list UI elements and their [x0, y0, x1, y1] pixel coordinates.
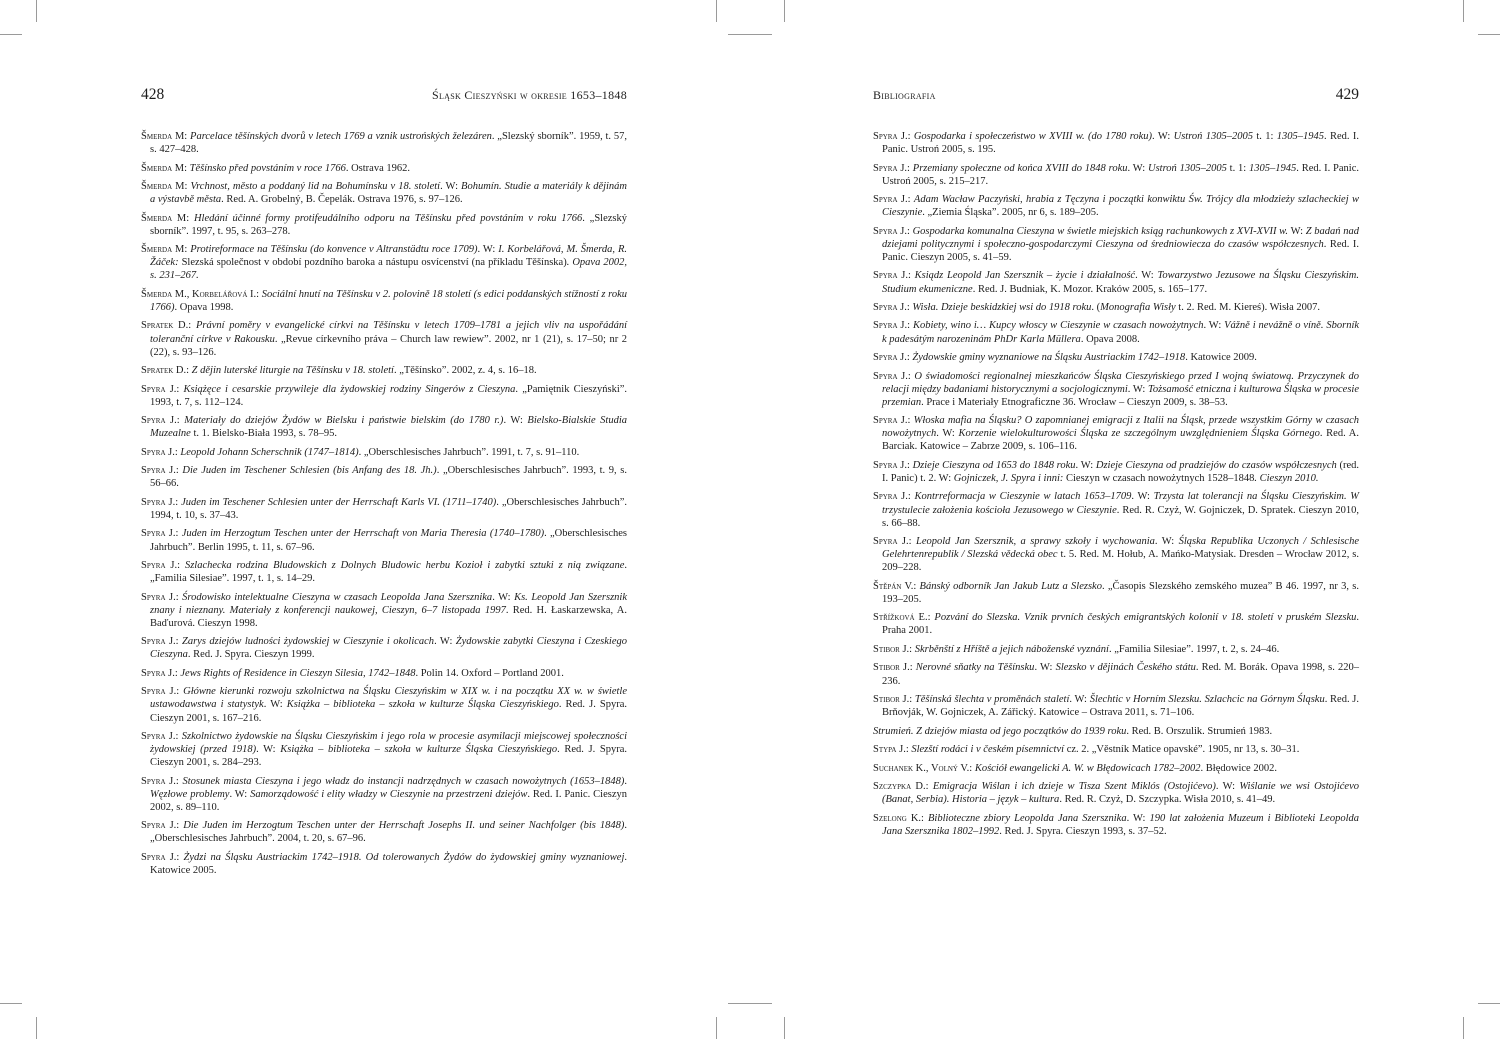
page-number: 428	[141, 86, 165, 103]
entry-title: Adam Wacław Paczyński, hrabia z Tęczyna i początki konwiktu Św. Trójcy dla młodzieży szlacheckiej w Cieszynie	[882, 194, 1359, 219]
entry-details: . Red. J. Spyra. Cieszyn 2001, s. 284–293.	[150, 744, 627, 769]
entry-details: . Opava 1998.	[174, 301, 234, 313]
entry-author: Spyra J.:	[873, 415, 914, 427]
entry-title: Skrběnští z Hříště a jejich náboženské vyznání	[914, 643, 1109, 655]
bibliography-entry	[141, 851, 627, 877]
entry-author: Spyra J.:	[141, 667, 181, 679]
entry-details: . W:	[1126, 812, 1150, 824]
entry-author: Spyra J.:	[873, 370, 915, 382]
crop-mark	[728, 1003, 772, 1004]
entry-details: . Red. I. Panic. Ustroń 2005, s. 215–217.	[882, 162, 1359, 187]
bibliography-entry	[873, 535, 1359, 574]
entry-details: . W:	[1075, 459, 1096, 471]
entry-title: Szlachecka rodzina Bludowskich z Dolnych Bludowic herbu Kozioł i zabytki sztuki z nią związane	[184, 560, 625, 571]
entry-details: . Opava 2008.	[1080, 333, 1140, 345]
bibliography-entry	[873, 370, 1359, 409]
bibliography-entry	[141, 212, 627, 238]
entry-details: . W:	[1203, 320, 1225, 332]
bibliography-entry	[141, 559, 627, 585]
entry-details: . Red. J. Budniak, K. Mozor. Kraków 2005, s. 165–177.	[972, 283, 1208, 295]
entry-author: Spyra J.:	[141, 820, 184, 832]
bibliography-entry	[141, 667, 627, 680]
entry-details: . Katowice 2009.	[1185, 352, 1257, 364]
entry-details: . W:	[1069, 694, 1090, 706]
entry-details: . Red. I. Panic. Cieszyn 2002, s. 89–110.	[150, 788, 627, 813]
entry-details: . W:	[1154, 536, 1179, 548]
entry-title: I. Korbelářová, M. Šmerda, R. Žáček:	[150, 244, 628, 269]
entry-details: . Prace i Materiały Etnograficzne 36. Wrocław – Cieszyn 2009, s. 38–53.	[921, 396, 1228, 408]
entry-title: Juden im Teschener Schlesien unter der Herrschaft Karls VI. (1711–1740)	[181, 496, 497, 508]
entry-title: Jews Rights of Residence in Cieszyn Silesia, 1742–1848	[180, 667, 416, 679]
crop-mark	[1463, 1017, 1464, 1039]
bibliography-entry	[141, 319, 627, 358]
entry-title: Biblioteczne zbiory Leopolda Jana Szersznika	[927, 812, 1127, 824]
entry-title: Tożsamość etniczna i kulturowa Śląska w procesie przemian	[882, 383, 1360, 408]
entry-author: Spyra J.:	[873, 270, 915, 282]
entry-title: Hledání účinné formy protifeudálního odporu na Těšínsku před povstáním v roku 1766	[193, 212, 583, 224]
bibliography-entry	[873, 130, 1359, 156]
crop-mark	[728, 34, 772, 35]
bibliography-entry	[141, 819, 627, 845]
entry-details: . Ostrava 1962.	[345, 162, 410, 174]
entry-title: Nerovné sňatky na Těšínsku	[915, 662, 1035, 674]
entry-title: Parcelace těšínských dvorů v letech 1769 a vznik ustrońských železáren	[190, 131, 492, 142]
crop-mark	[1478, 1003, 1500, 1004]
entry-details: . W:	[503, 415, 528, 427]
bibliography-entry	[873, 269, 1359, 295]
entry-author: Spyra J.:	[873, 162, 913, 174]
bibliography-entry	[873, 693, 1359, 719]
entry-title: Die Juden im Teschener Schlesien (bis Anfang des 18. Jh.)	[182, 465, 437, 477]
entry-details: . Red. A. Grobelný, B. Čepelák. Ostrava 1976, s. 97–126.	[221, 194, 463, 206]
entry-title: Włoska mafia na Śląsku? O zapomnianej emigracji z Italii na Śląsk, przede wszystkim Górny w czasach nowożytnych	[882, 415, 1359, 440]
entry-author: Šmerda M., Korbelářová I.:	[141, 288, 262, 300]
bibliography-entry	[873, 319, 1359, 345]
entry-details: W:	[1288, 225, 1306, 237]
entry-author: Spyra J.:	[873, 459, 913, 471]
bibliography-entry	[873, 762, 1359, 775]
entry-author: Spyra J.:	[141, 591, 183, 603]
entry-details: t. 1. Bielsko-Biała 1993, s. 78–95.	[190, 428, 337, 440]
bibliography-entry	[141, 464, 627, 490]
entry-author: Szczypka D.:	[873, 781, 933, 793]
crop-mark	[1478, 34, 1500, 35]
entry-author: Spyra J.:	[873, 536, 916, 548]
crop-mark	[716, 1017, 717, 1039]
entry-details: . „Familia Silesiae”. 1997, t. 1, s. 14–29.	[150, 560, 628, 585]
entry-title: Trzysta lat tolerancji na Śląsku Cieszyńskim. W trzystulecie założenia kościoła Jezusowego w Cieszynie	[882, 491, 1360, 516]
entry-title: Strumień. Z dziejów miasta od jego początków do 1939 roku	[873, 725, 1127, 737]
bibliography-entry	[873, 725, 1359, 738]
crop-mark	[0, 1003, 22, 1004]
entry-title: Zarys dziejów ludności żydowskiej w Cieszynie i okolicach	[182, 636, 435, 648]
entry-title: Těšínsko před povstáním v roce 1766	[189, 162, 346, 174]
entry-details: . Katowice 2005.	[150, 851, 627, 876]
entry-details: . Red. A. Barciak. Katowice – Zabrze 2009, s. 106–116.	[882, 428, 1359, 453]
entry-author: Spyra J.:	[873, 320, 913, 332]
entry-title: . Cieszyn 2010.	[1254, 472, 1319, 484]
entry-title: Právní poměry v evangelické církvi na Těšínsku v letech 1709–1781 a jejich vliv na uspořádání toleranční církve v Rakousku	[150, 320, 627, 345]
bibliography-entry	[141, 364, 627, 377]
entry-author: Spyra J.:	[141, 560, 185, 571]
entry-title: Kościół ewangelicki A. W. w Błędowicach 1782–2002	[974, 762, 1201, 774]
entry-author: Spyra J.:	[141, 446, 181, 458]
entry-title: Vrchnost, město a poddaný lid na Bohumínsku v 18. století	[190, 181, 441, 193]
entry-title: Ustroń 1305–2005	[1173, 131, 1254, 142]
bibliography-entry	[873, 643, 1359, 656]
entry-details: . W:	[1152, 131, 1174, 142]
entry-author: Spyra J.:	[141, 686, 184, 698]
crop-mark	[784, 1017, 785, 1039]
entry-author: Spyra J.:	[873, 194, 914, 206]
entry-details: . Red. R. Czyż, D. Szczypka. Wisła 2010, s. 41–49.	[1059, 794, 1276, 806]
entry-details: Slezská společnost v období pozdního baroka a nástupu osvícenství (na příkladu Těšínska)	[181, 257, 567, 269]
entry-title: . Opava 2002, s. 231–267.	[150, 257, 627, 282]
bibliography-entry	[141, 730, 627, 769]
bibliography-entry	[873, 812, 1359, 838]
entry-title: Szkolnictwo żydowskie na Śląsku Cieszyńskim i jego rola w procesie asymilacji miejscowej społeczności żydowskiej (przed 1918)	[150, 730, 627, 756]
entry-title: Monografia Wisły	[1100, 301, 1176, 313]
entry-title: Emigracja Wiślan i ich dzieje w Tisza Szent Miklós (Ostojićevo)	[932, 781, 1216, 793]
crop-mark	[0, 34, 22, 35]
entry-title: Dzieje Cieszyna od 1653 do 1848 roku	[912, 459, 1076, 471]
entry-details: . Red. I. Panic. Cieszyn 2005, s. 41–59.	[882, 238, 1359, 263]
entry-title: Gospodarka i społeczeństwo w XVIII w. (do 1780 roku)	[913, 131, 1153, 142]
entry-title: Bielsko-Bialskie Studia Muzealne	[150, 415, 628, 440]
entry-title: Kontrreformacja w Cieszynie w latach 1653–1709	[914, 491, 1132, 503]
entry-title: Z dějin luterské liturgie na Těšínsku v 18. století	[191, 365, 394, 377]
bibliography-entry	[873, 301, 1359, 314]
bibliography-entry	[141, 635, 627, 661]
crop-mark	[1463, 0, 1464, 22]
entry-details: . „Oberschlesisches Jahrbuch”. 1993, t. 9, s. 56–66.	[150, 465, 627, 490]
entry-author: Spyra J.:	[141, 415, 185, 427]
entry-title: Ustroń 1305–2005	[1148, 162, 1227, 174]
entry-details: . Red. B. Orszulik. Strumień 1983.	[1126, 725, 1273, 737]
entry-details: . W:	[440, 181, 462, 193]
bibliography-entry	[141, 685, 627, 724]
entry-author: Spratek D.:	[141, 320, 196, 332]
entry-title: Slezsko v dějinách Českého státu	[1055, 662, 1196, 674]
entry-author: Stypa J.:	[873, 744, 912, 756]
right-page	[873, 86, 1359, 843]
crop-mark	[784, 0, 785, 22]
entry-title: Leopold Jan Szersznik, a sprawy szkoły i wychowania	[915, 536, 1155, 548]
entry-author: Šmerda M:	[141, 162, 190, 174]
entry-author: Spyra J.:	[873, 352, 913, 364]
entry-title: Pozvání do Slezska. Vznik prvních českých emigrantských kolonií v 18. století v pruském Slezsku	[934, 612, 1357, 624]
entry-details: . Red. I. Panic. Ustroń 2005, s. 195.	[882, 131, 1359, 156]
entry-title: Żydowskie zabytki Cieszyna i Czeskiego Cieszyna	[150, 636, 627, 661]
entry-details: t. 5. Red. M. Hołub, A. Mańko-Matysiak. Dresden – Wrocław 2012, s. 209–228.	[882, 549, 1359, 574]
entry-author: Spyra J.:	[141, 465, 183, 477]
entry-author: Šmerda M:	[141, 212, 194, 224]
entry-details: . Red. J. Spyra. Cieszyn 1993, s. 37–52.	[999, 825, 1167, 837]
bibliography-entry	[141, 130, 627, 156]
bibliography-entry	[873, 351, 1359, 364]
entry-details: . „Familia Silesiae”. 1997, t. 2, s. 24–46.	[1108, 643, 1280, 655]
running-title: Śląsk Cieszyński w okresie 1653–1848	[431, 88, 627, 102]
page-number: 429	[1335, 86, 1359, 103]
entry-title: Šlechtic v Horním Slezsku. Szlachcic na Górnym Śląsku	[1089, 694, 1325, 706]
entry-details: (red. I. Panic) t. 2. W:	[882, 459, 1360, 484]
bibliography-entry	[873, 414, 1359, 453]
entry-author: Stibor J.:	[873, 694, 915, 706]
entry-details: .	[624, 775, 628, 787]
entry-author: Stibor J.:	[873, 662, 916, 674]
entry-details: . W:	[1127, 162, 1148, 174]
bibliography-entry	[141, 162, 627, 175]
entry-details: . „Oberschlesisches Jahrbuch”. 1994, t. 10, s. 37–43.	[150, 496, 627, 521]
entry-details: . W:	[1127, 383, 1149, 395]
entry-details: . „Časopis Slezského zemského muzea” B 46. 1997, nr 3, s. 193–205.	[882, 580, 1359, 605]
running-head	[141, 86, 627, 106]
entry-details: . „Slezský sborník”. 1997, t. 95, s. 263–278.	[150, 212, 627, 237]
bibliography-entry	[141, 591, 627, 630]
crop-mark	[716, 0, 717, 22]
entry-title: Książka – biblioteka – szkoła w kulturze Śląska Cieszyńskiego	[286, 699, 559, 711]
entry-title: Gospodarka komunalna Cieszyna w świetle miejskich ksiąg rachunkowych z XVI-XVII w.	[912, 225, 1289, 237]
entry-details: . W:	[256, 744, 281, 756]
entry-title: Książęce i cesarskie przywileje dla żydowskiej rodziny Singerów z Cieszyna	[183, 383, 516, 395]
entry-title: Przemiany społeczne od końca XVIII do 1848 roku	[912, 162, 1128, 174]
entry-title: Bánský odborník Jan Jakub Lutz a Slezsko	[919, 580, 1102, 592]
entry-details: . W:	[1131, 491, 1154, 503]
entry-title: Korzenie wielokulturowości Śląska ze szczególnym uwzględnieniem Śląska Górnego	[958, 428, 1320, 440]
bibliography-entry	[873, 225, 1359, 264]
entry-author: Spyra J.:	[873, 225, 913, 237]
entry-author: Spyra J.:	[873, 301, 913, 313]
entry-title: Wisła. Dzieje beskidzkiej wsi do 1918 roku	[912, 301, 1092, 313]
entry-title: Leopold Johann Scherschnik (1747–1814)	[180, 446, 359, 458]
entry-title: Slezští rodáci i v českém písemnictví	[911, 744, 1065, 756]
bibliography-entry	[873, 580, 1359, 606]
entry-details: . W:	[1034, 662, 1056, 674]
entry-details: . „Revue církevního práva – Church law rewiew”. 2002, nr 1 (21), s. 17–50; nr 2 (22), s. 93–126.	[150, 333, 627, 358]
bibliography-entry	[873, 611, 1359, 637]
entry-title: Żydzi na Śląsku Austriackim 1742–1918. Od tolerowanych Żydów do żydowskiej gminy wyznaniowej	[183, 851, 625, 863]
bibliography-entry	[141, 446, 627, 459]
entry-title: Z badań nad dziejami politycznymi i społeczno-gospodarczymi Cieszyna od średniowiecza do czasów współczesnych	[882, 225, 1360, 250]
entry-title: O świadomości regionalnej mieszkańców Śląska Cieszyńskiego przed I wojną światową. Przyczynek do relacji między badaniami historycznymi a socjologicznymi	[882, 370, 1359, 395]
entry-author: Spyra J.:	[141, 730, 182, 742]
bibliography-entry	[873, 193, 1359, 219]
bibliography-entry	[141, 180, 627, 206]
entry-title: 1305–1945	[1249, 162, 1297, 174]
entry-details: . „Ziemia Śląska”. 2005, nr 6, s. 189–205.	[922, 207, 1099, 219]
bibliography-list	[141, 130, 627, 877]
entry-details: . „Oberschlesisches Jahrbuch”. Berlin 1995, t. 11, s. 67–96.	[150, 528, 627, 553]
entry-author: Spyra J.:	[141, 383, 184, 395]
entry-details: . Red. M. Borák. Opava 1998, s. 220–236.	[882, 662, 1360, 687]
entry-details: t. 1:	[1253, 131, 1277, 142]
entry-details: . „Těšínsko”. 2002, z. 4, s. 16–18.	[393, 365, 537, 377]
running-title: Bibliografia	[873, 88, 936, 102]
entry-details: . Red. J. Spyra. Cieszyn 1999.	[187, 649, 315, 661]
entry-details: . Red. J. Brňovják, W. Gojniczek, A. Zářický. Katowice – Ostrava 2011, s. 71–106.	[882, 694, 1360, 719]
entry-author: Szelong K.:	[873, 812, 928, 824]
bibliography-list	[873, 130, 1359, 838]
entry-details: . Błędowice 2002.	[1200, 762, 1277, 774]
entry-author: Spratek D.:	[141, 365, 192, 377]
entry-author: Spyra J.:	[141, 528, 182, 540]
entry-details: . W:	[263, 699, 287, 711]
entry-details: . (	[1091, 301, 1101, 313]
entry-author: Šmerda M:	[141, 131, 191, 142]
entry-details: . W:	[1215, 781, 1240, 793]
entry-title: Bohumín. Studie a materiály k dějinám a výstavbě města	[150, 181, 628, 206]
entry-details: . „Oberschlesisches Jahrbuch”. 2004, t. 20, s. 67–96.	[150, 820, 627, 845]
entry-author: Spyra J.:	[141, 851, 184, 863]
entry-author: Spyra J.:	[141, 636, 182, 648]
entry-title: Sociální hnutí na Těšínsku v 2. polovině 18 století (s edici poddanských stížností z roku 1766)	[150, 288, 627, 313]
bibliography-entry	[141, 243, 627, 282]
bibliography-entry	[873, 780, 1359, 806]
entry-title: 1305–1945	[1276, 131, 1325, 142]
entry-details: . „Slezský sborník”. 1959, t. 57, s. 427–428.	[150, 131, 628, 156]
entry-details: . W:	[936, 428, 959, 440]
entry-title: Główne kierunki rozwoju szkolnictwa na Śląsku Cieszyńskim w XIX w. i na początku XX w. w świetle ustawodawstwa i statystyk	[150, 686, 628, 711]
entry-author: Spyra J.:	[141, 496, 182, 508]
entry-details: . Polin 14. Oxford – Portland 2001.	[415, 667, 564, 679]
entry-details: . Praha 2001.	[882, 612, 1359, 637]
bibliography-entry	[873, 661, 1359, 687]
bibliography-entry	[141, 288, 627, 314]
entry-title: Środowisko intelektualne Cieszyna w czasach Leopolda Jana Szersznika	[182, 591, 493, 603]
bibliography-entry	[141, 527, 627, 553]
entry-details: t. 1:	[1226, 162, 1250, 174]
entry-title: Kobiety, wino i… Kupcy włoscy w Cieszynie w czasach nowożytnych	[912, 320, 1204, 332]
bibliography-entry	[141, 496, 627, 522]
crop-mark	[36, 1017, 37, 1039]
bibliography-entry	[873, 459, 1359, 485]
entry-details: cz. 2. „Věstník Matice opavské”. 1905, nr 13, s. 30–31.	[1064, 744, 1300, 756]
entry-details: . W:	[229, 788, 251, 800]
bibliography-entry	[141, 414, 627, 440]
entry-author: Spyra J.:	[873, 131, 914, 142]
entry-details: . „Oberschlesisches Jahrbuch”. 1991, t. 7, s. 91–110.	[358, 446, 580, 458]
entry-author: Střížková E.:	[873, 612, 935, 624]
entry-details: Cieszyn w czasach nowożytnych 1528–1848	[1066, 472, 1255, 484]
bibliography-entry	[873, 490, 1359, 529]
entry-author: Spyra J.:	[141, 775, 183, 787]
entry-details: . W:	[492, 591, 515, 603]
entry-title: Gojniczek, J. Spyra i inni:	[953, 472, 1067, 484]
entry-title: Materiały do dziejów Żydów w Bielsku i państwie bielskim (do 1780 r.)	[184, 415, 504, 427]
entry-details: . Red. J. Spyra. Cieszyn 2001, s. 167–216.	[150, 699, 627, 724]
running-head	[873, 86, 1359, 106]
entry-title: Protireformace na Těšínsku (do konvence v Altranstädtu roce 1709)	[190, 244, 478, 256]
entry-author: Šmerda M:	[141, 244, 191, 256]
entry-title: Samorządowość i elity władzy w Cieszynie na przestrzeni dziejów	[250, 788, 528, 800]
entry-title: Vážně i nevážně o víně. Sborník k padesátým narozeninám PhDr Karla Müllera	[882, 320, 1360, 345]
entry-author: Stibor J.:	[873, 643, 915, 655]
entry-details: . W:	[434, 636, 456, 648]
bibliography-entry	[141, 383, 627, 409]
entry-author: Štěpán V.:	[873, 580, 920, 592]
entry-title: Śląska Republika Uczonych / Schlesische Gelehrtenrepublik / Slezská vědecká obec	[882, 536, 1359, 561]
left-page	[141, 86, 627, 882]
entry-details: . Red. H. Łaskarzewska, A. Baďurová. Cieszyn 1998.	[150, 604, 628, 629]
crop-mark	[36, 0, 37, 22]
bibliography-entry	[873, 162, 1359, 188]
entry-title: Těšínská šlechta v proměnách staletí	[914, 694, 1070, 706]
entry-title: Żydowskie gminy wyznaniowe na Śląsku Austriackim 1742–1918	[912, 352, 1186, 364]
entry-title: Die Juden im Herzogtum Teschen unter der Herrschaft Josephs II. und seiner Nachfolger (bis 1848)	[183, 820, 625, 832]
entry-title: Ks. Leopold Jan Szersznik znany i nieznany. Materiały z konferencji naukowej, Cieszyn, 6–7 listopada 1997	[150, 591, 628, 616]
bibliography-entry	[141, 775, 627, 814]
entry-details: . „Pamiętnik Cieszyński”. 1993, t. 7, s. 112–124.	[150, 383, 628, 408]
entry-title: Węzłowe problemy	[150, 788, 230, 800]
entry-author: Spyra J.:	[873, 491, 915, 503]
entry-title: Towarzystwo Jezusowe na Śląsku Cieszyńskim. Studium ekumeniczne	[882, 270, 1360, 295]
entry-title: Ksiądz Leopold Jan Szersznik – życie i działalność	[914, 270, 1136, 282]
entry-details: . Red. R. Czyż, W. Gojniczek, D. Spratek. Cieszyn 2010, s. 66–88.	[882, 504, 1359, 529]
entry-details: . W:	[1135, 270, 1158, 282]
entry-title: Stosunek miasta Cieszyna i jego władz do instancji nadrzędnych w czasach nowożytnych (1653–1848)	[182, 775, 625, 787]
entry-author: Suchanek K., Volný V.:	[873, 762, 975, 774]
entry-title: Wiślanie we wsi Ostojićevo (Banat, Serbia). Historia – język – kultura	[882, 781, 1359, 806]
entry-details: t. 2. Red. M. Kiereś). Wisła 2007.	[1175, 301, 1320, 313]
entry-title: Dzieje Cieszyna od pradziejów do czasów współczesnych	[1095, 459, 1337, 471]
entry-title: Książka – biblioteka – szkoła w kulturze Śląska Cieszyńskiego	[280, 744, 558, 756]
entry-details: . W:	[477, 244, 499, 256]
entry-author: Šmerda M:	[141, 181, 191, 193]
entry-title: Juden im Herzogtum Teschen unter der Herrschaft von Maria Theresia (1740–1780)	[181, 528, 545, 540]
bibliography-entry	[873, 743, 1359, 756]
entry-title: 190 lat założenia Muzeum i Biblioteki Leopolda Jana Szersznika 1802–1992	[882, 812, 1359, 837]
